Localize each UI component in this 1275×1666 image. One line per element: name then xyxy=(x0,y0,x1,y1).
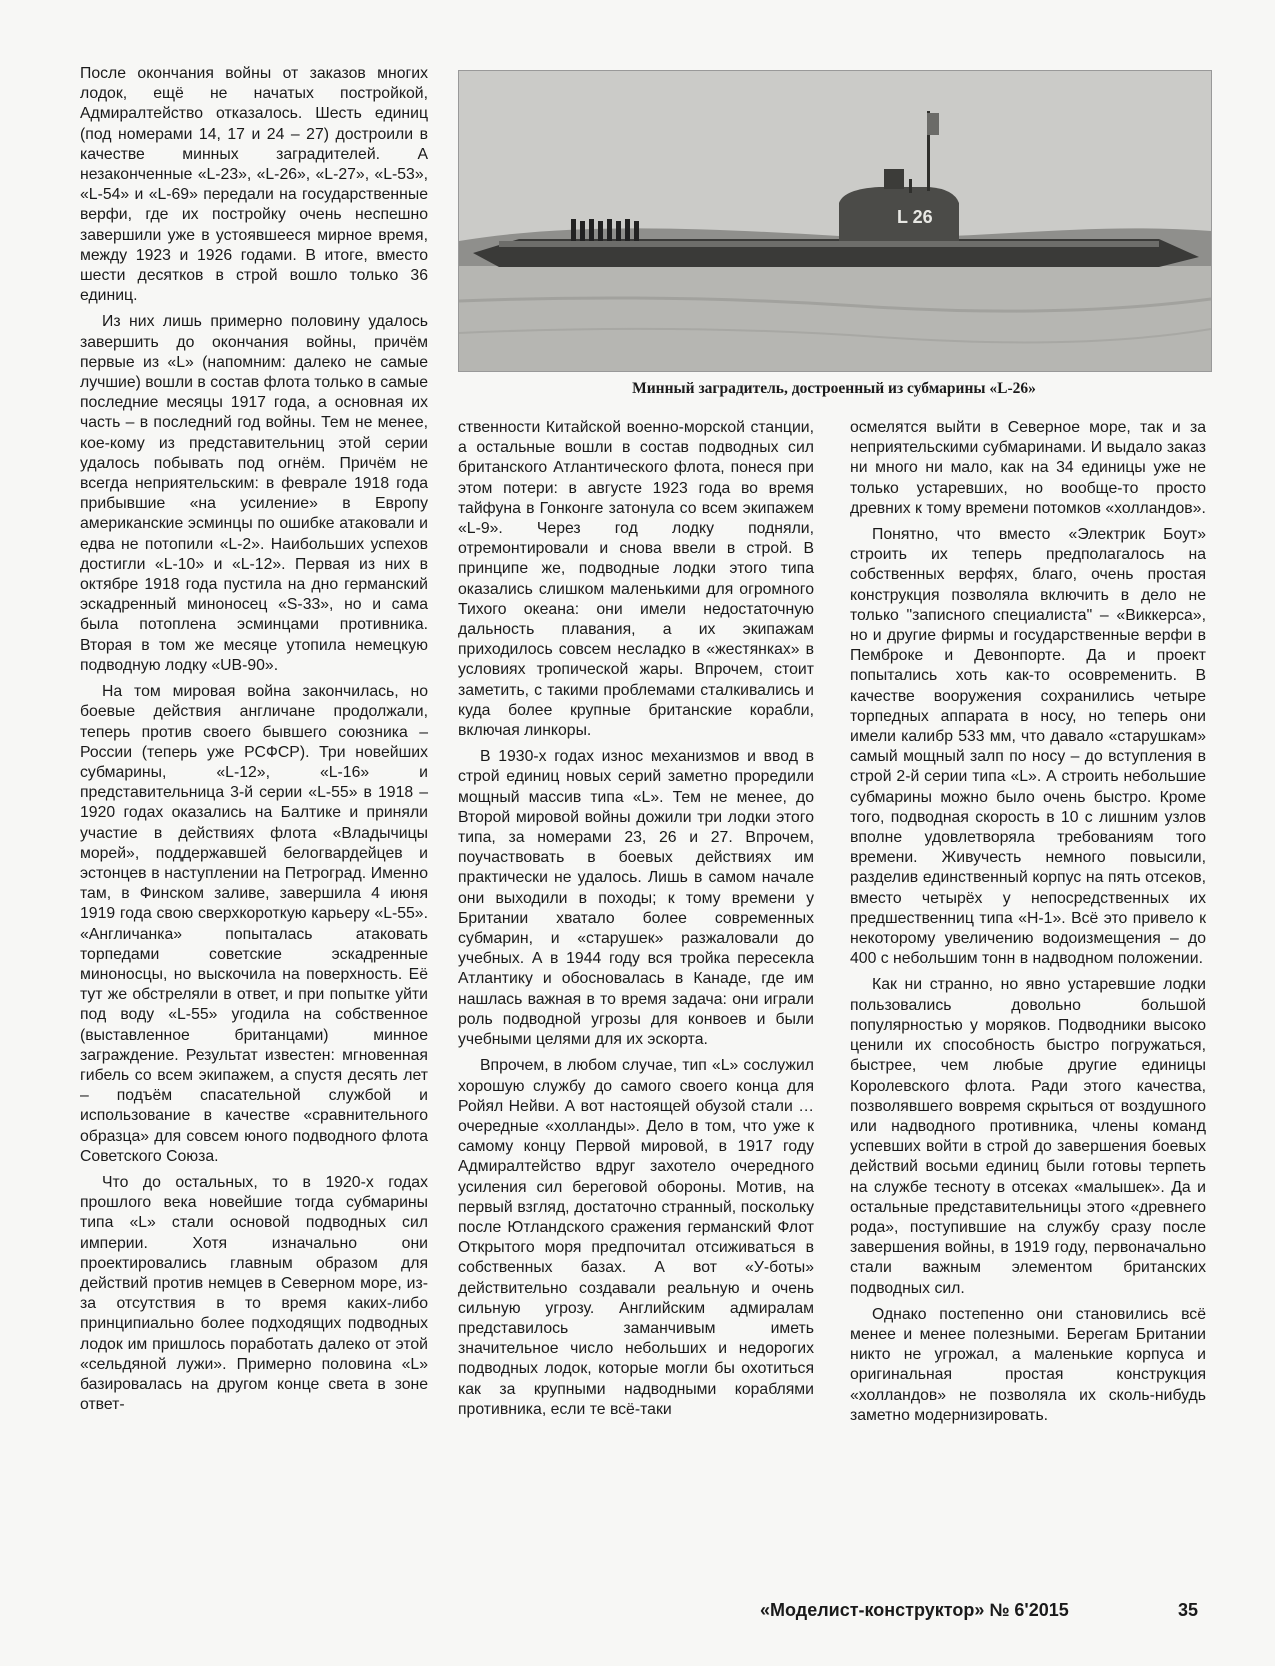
paragraph: Что до остальных, то в 1920-х годах прошлого века новейшие тогда субмарины типа «L» стали основой подводных сил империи. Хотя изначально они проектировались главным образом для действий против немцев в Северном море, из-за отсутствия в то время каких-либо принципиально более подходящих подводных лодок им пришлось поработать далеко от этой «сельдяной лужи». Примерно половина «L» базировалась на другом конце света в зоне ответ- xyxy=(80,1173,428,1414)
paragraph: Однако постепенно они становились всё менее и менее полезными. Берегам Британии никто не угрожал, а маленькие корпуса и оригинальная простая конструкция «холландов» не позволяла их сколь-нибудь заметно модернизировать. xyxy=(850,1305,1206,1424)
submarine-photo-drawing xyxy=(459,71,1211,371)
paragraph: В 1930-х годах износ механизмов и ввод в строй единиц новых серий заметно проредили мощный массив типа «L». Тем не менее, до Второй мировой войны дожили три лодки этого типа, за номерами 23, 26 и 27. Впрочем, поучаствовать в боевых действиях им практически не удалось. Лишь в самом начале они выходили в походы; к тому времени у Британии хватало более современных субмарин, и «старушек» разжаловали до учебных. А в 1944 году вся тройка пересекла Атлантику и обосновалась в Канаде, где им нашлась важная в то время задача: они играли роль подводной угрозы для конвоев и были учебными целями для их эскорта. xyxy=(458,748,814,1049)
text-column-1 xyxy=(80,64,428,1421)
text-column-3 xyxy=(850,418,1206,1432)
submarine-photo xyxy=(458,70,1212,372)
paragraph: Понятно, что вместо «Электрик Боут» строить их теперь предполагалось на собственных верфях, благо, очень простая конструкция позволяла включить в дело не только "записного специалиста" – «Виккерса», но и другие фирмы и государственные верфи в Пемброке и Девонпорте. Да и проект попытались хоть как-то осовременить. В качестве вооружения сохранились четыре торпедных аппарата в носу, но теперь они имели калибр 533 мм, что давало «старушкам» самый мощный залп по носу – до вступления в строй 2-й серии типа «L». А строить небольшие субмарины можно было очень быстро. Кроме того, подводная скорость в 10 с лишним узлов вполне удовлетворяла требованиям того времени. Живучесть немного повысили, разделив единственный корпус на пять отсеков, вместо четырёх у непосредственных их предшественниц типа «Н-1». Всё это привело к некоторому увеличению водоизмещения – до 400 с небольшим тонн в надводном положении. xyxy=(850,526,1206,968)
paragraph: осмелятся выйти в Северное море, так и за неприятельскими субмаринами. И выдало заказ ни много ни мало, как на 34 единицы уже не только устаревших, но вообще-то просто древних к тому времени потомков «холландов». xyxy=(850,419,1206,517)
paragraph: Из них лишь примерно половину удалось завершить до окончания войны, причём первые из «L» (напомним: далеко не самые лучшие) вошли в состав флота только в самые последние месяцы 1917 года, а основная их часть – в последний год войны. Тем не менее, кое-кому из представительниц этой серии удалось побывать под огнём. Причём не всегда неприятельским: в феврале 1918 года прибывшие «на усиление» в Европу американские эсминцы по ошибке атаковали и едва не потопили «L-2». Наибольших успехов достигли «L-10» и «L-12». Первая из них в октябре 1918 года пустила на дно германский эскадренный миноносец «S-33», но и сама была потоплена эсминцами противника. Вторая в том же месяце утопила немецкую подводную лодку «UB-90». xyxy=(80,313,428,674)
page-number: 35 xyxy=(1178,1600,1199,1620)
paragraph: После окончания войны от заказов многих лодок, ещё не начатых постройкой, Адмиралтейство отказалось. Шесть единиц (под номерами 14, 17 и 24 – 27) достроили в качестве минных заградителей. А незаконченные «L-23», «L-26», «L-27», «L-53», «L-54» и «L-69» передали на государственные верфи, где их постройку очень неспешно завершили уже в устоявшееся мирное время, между 1923 и 1926 годами. В итоге, вместо шести десятков в строй вошло только 36 единиц. xyxy=(80,65,428,305)
paragraph: Впрочем, в любом случае, тип «L» сослужил хорошую службу до самого своего конца для Ройял Нейви. А вот настоящей обузой стали … очередные «холланды». Дело в том, что уже к самому концу Первой мировой, в 1917 году Адмиралтейство вдруг захотело очередного усиления сил береговой обороны. Мотив, на первый взгляд, достаточно странный, поскольку после Ютландского сражения германский Флот Открытого моря предпочитал отсиживаться в собственных базах. А вот «У-боты» действительно создавали реальную и очень сильную угрозу. Английским адмиралам представилось заманчивым иметь значительное число небольших и недорогих подводных лодок, которые могли бы охотиться как за крупными надводными кораблями противника, если те всё-таки xyxy=(458,1057,814,1418)
paragraph: Как ни странно, но явно устаревшие лодки пользовались довольно большой популярностью у моряков. Подводники высоко ценили их способность быстро погружаться, быстрее, чем любые другие единицы Королевского флота. Ради этого качества, позволявшего вовремя скрыться от воздушного или надводного противника, члены команд успевших войти в строй до завершения боевых действий восьми единиц были готовы терпеть на службе тесноту в отсеках «малышек». Да и остальные представительницы этого «древнего рода», поступившие на службу сразу после завершения войны, в 1919 году, первоначально стали важным элементом британских подводных сил. xyxy=(850,976,1206,1297)
journal-name: «Моделист-конструктор» № 6'2015 xyxy=(760,1600,1069,1620)
text-column-2 xyxy=(458,418,814,1426)
hull-number-label: L 26 xyxy=(897,207,933,227)
paragraph: На том мировая война закончилась, но боевые действия англичане продолжали, теперь против своего бывшего союзника – России (теперь уже РСФСР). Три новейших субмарины, «L-12», «L-16» и представительница 3-й серии «L-55» в 1918 – 1920 годах оказались на Балтике и приняли участие в действиях флота «Владычицы морей», поддержавшей белогвардейцев и эстонцев в наступлении на Петроград. Именно там, в Финском заливе, завершила 4 июня 1919 года свою сверхкороткую карьеру «L-55». «Англичанка» попыталась атаковать торпедами советские эскадренные миноносцы, но выскочила на поверхность. Её тут же обстреляли в ответ, и при попытке уйти под воду «L-55» угодила на собственное (выставленное британцами) минное заграждение. Результат известен: мгновенная гибель со всем экипажем, а спустя десять лет – подъём спасательной службой и использование в качестве «сравнительного образца» для совсем юного подводного флота Советского Союза. xyxy=(80,683,428,1165)
paragraph: ственности Китайской военно-морской станции, а остальные вошли в состав подводных сил британского Атлантического флота, понеся при этом потери: в августе 1923 года во время тайфуна в Гонконге затонула со всем экипажем «L-9». Через год лодку подняли, отремонтировали и снова ввели в строй. В принципе же, подводные лодки этого типа оказались слишком маленькими для огромного Тихого океана: они имели недостаточную дальность плавания, а их экипажам приходилось совсем несладко в «жестянках» в условиях тропической жары. Впрочем, стоит заметить, с такими проблемами сталкивались и куда более крупные британские корабли, включая линкоры. xyxy=(458,419,814,740)
photo-caption: Минный заградитель, достроенный из субмарины «L-26» xyxy=(632,380,1036,397)
